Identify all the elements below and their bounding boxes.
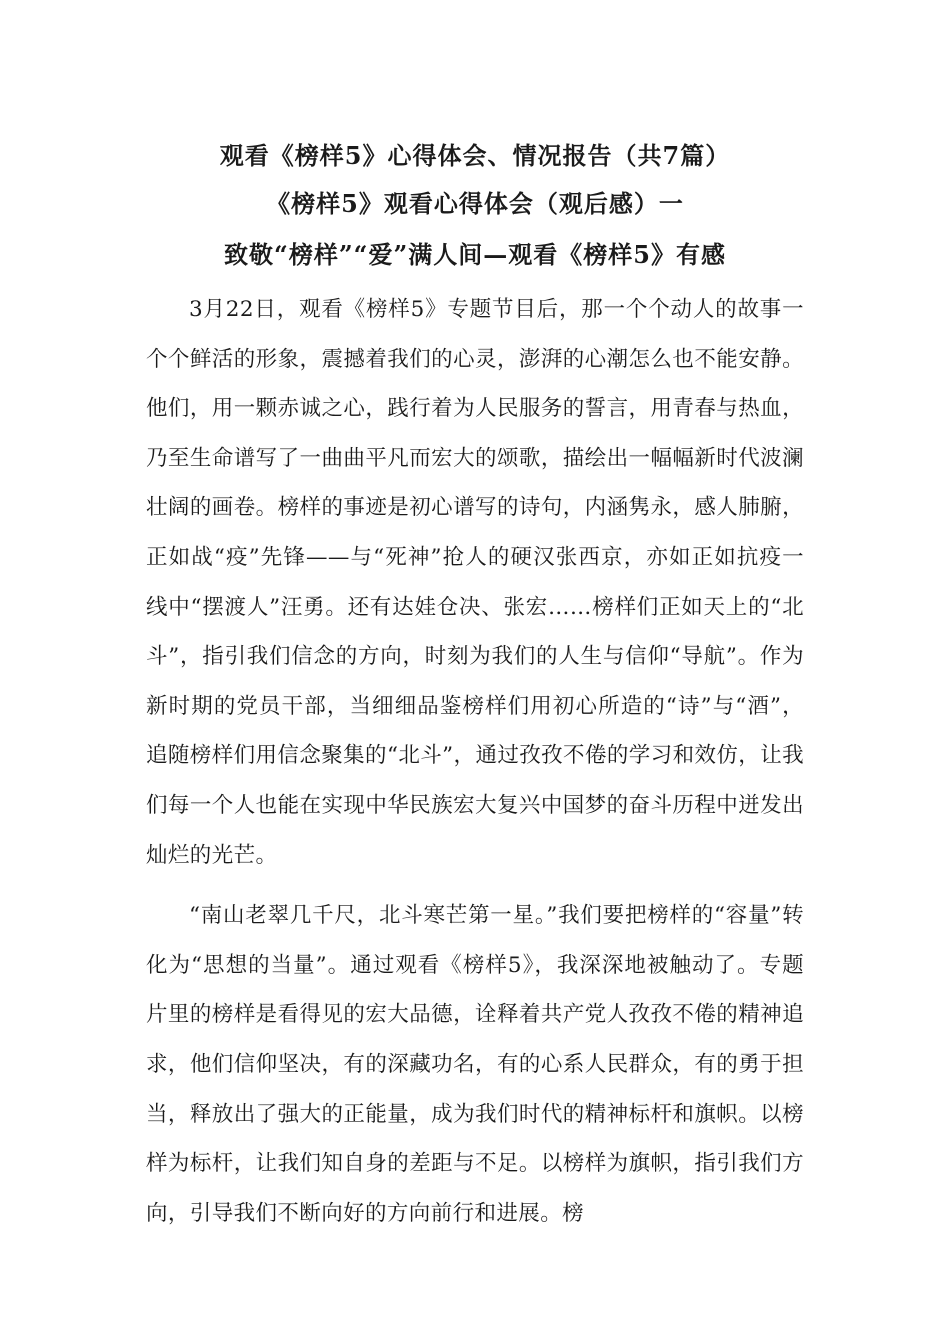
document-body [146,285,804,1238]
document-subtitle: 《榜样5》观看心得体会（观后感）一 [266,189,684,218]
section-heading: 致敬“榜样”“爱”满人间—观看《榜样5》有感 [224,240,726,269]
body-paragraph-2: “南山老翠几千尺，北斗寒芒第一星。”我们要把榜样的“容量”转化为“思想的当量”。通过观看《榜样5》，我深深地被触动了。专题片里的榜样是看得见的宏大品德，诠释着共产党人孜孜不倦的精神追求，他们信仰坚决，有的深藏功名，有的心系人民群众，有的勇于担当，释放出了强大的正能量，成为我们时代的精神标杆和旗帜。以榜样为标杆，让我们知自身的差距与不足。以榜样为旗帜，指引我们方向，引导我们不断向好的方向前行和进展。榜 [146,903,804,1226]
document-main-title: 观看《榜样5》心得体会、情况报告（共7篇） [219,141,731,170]
body-paragraph-1: 3月22日，观看《榜样5》专题节目后，那一个个动人的故事一个个鲜活的形象，震撼着我们的心灵，澎湃的心潮怎么也不能安静。他们，用一颗赤诚之心，践行着为人民服务的誓言，用青春与热血，乃至生命谱写了一曲曲平凡而宏大的颂歌，描绘出一幅幅新时代波澜壮阔的画卷。榜样的事迹是初心谱写的诗句，内涵隽永，感人肺腑，正如战“疫”先锋——与“死神”抢人的硬汉张西京，亦如正如抗疫一线中“摆渡人”汪勇。还有达娃仓决、张宏……榜样们正如天上的“北斗”，指引我们信念的方向，时刻为我们的人生与信仰“导航”。作为新时期的党员干部，当细细品鉴榜样们用初心所造的“诗”与“酒”，追随榜样们用信念聚集的“北斗”，通过孜孜不倦的学习和效仿，让我们每一个人也能在实现中华民族宏大复兴中国梦的奋斗历程中迸发出灿烂的光芒。 [146,297,804,868]
